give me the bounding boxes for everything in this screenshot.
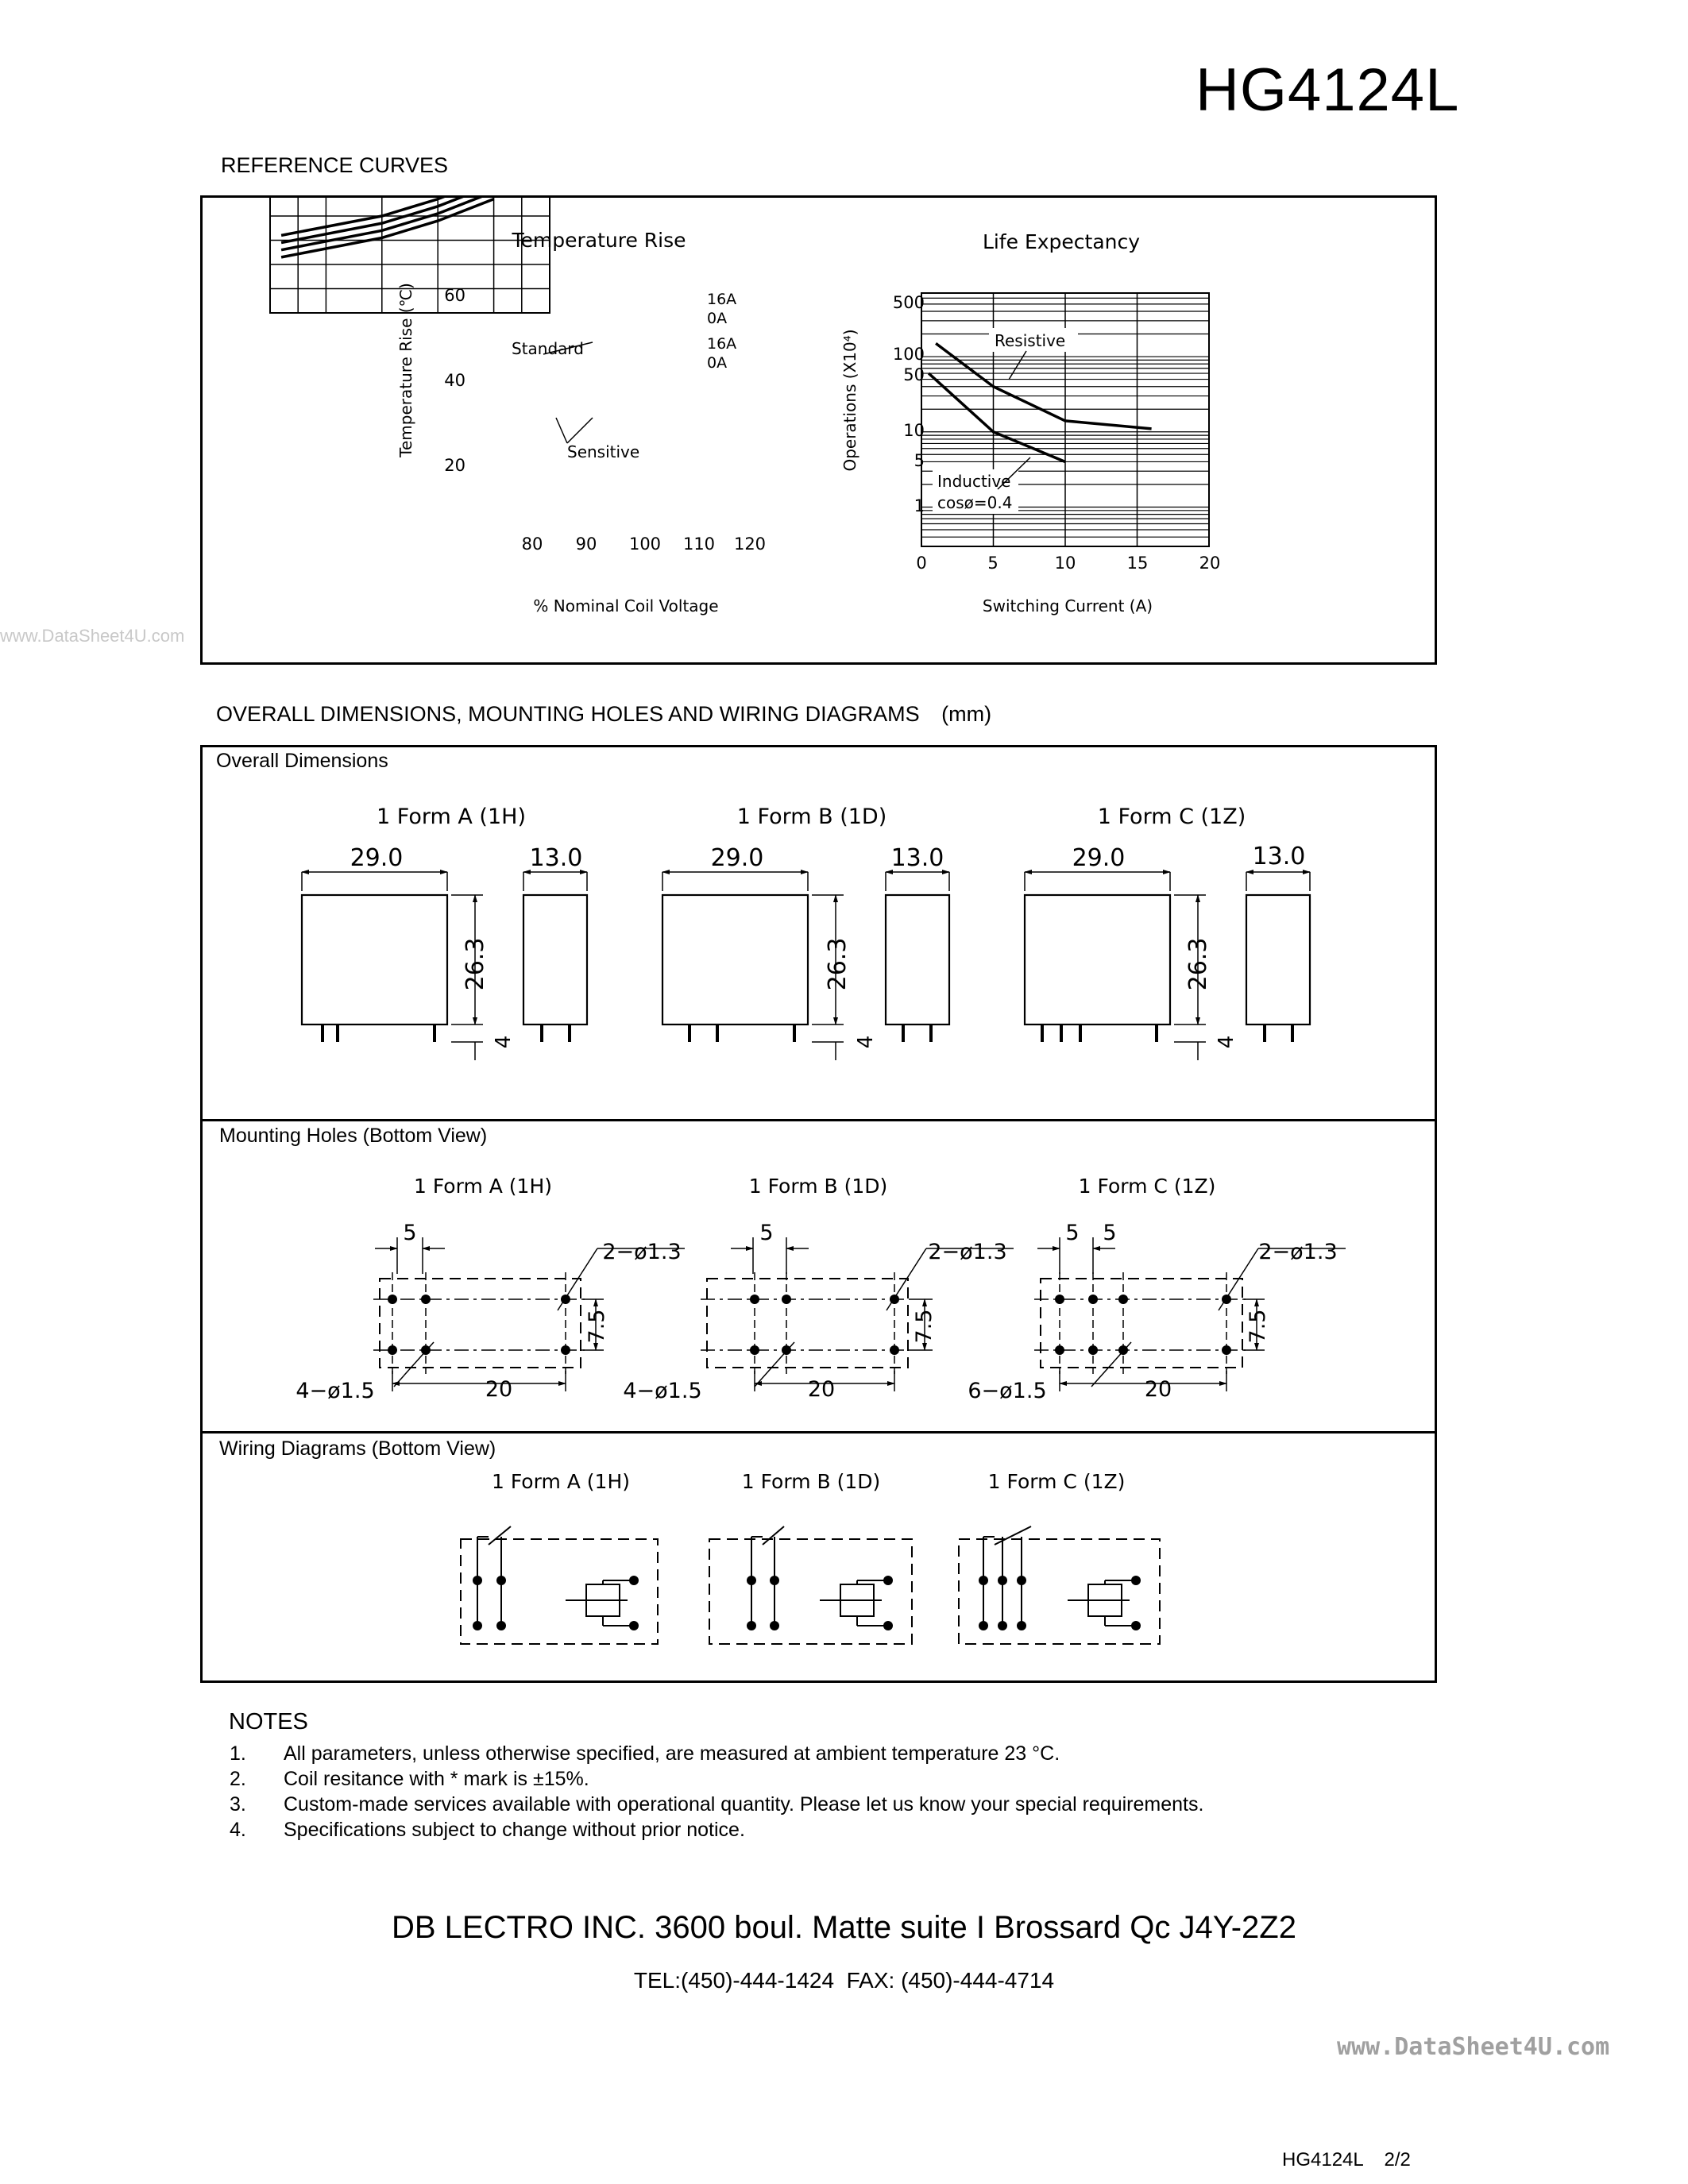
company-contact: TEL:(450)-444-1424 FAX: (450)-444-4714 xyxy=(633,1968,1055,1993)
overall-form-a-title: 1 Form A (1H) xyxy=(377,805,526,829)
wiring-outline-c xyxy=(959,1539,1160,1644)
relay-front-c xyxy=(1025,895,1170,1024)
dim-c-height: 26.3 xyxy=(1184,937,1212,991)
dim-b-length: 29.0 xyxy=(710,844,764,872)
relay-side-pin-c xyxy=(1291,1024,1294,1042)
life-y-tick-100: 100 xyxy=(892,345,925,364)
mount-b-pitch: 5 xyxy=(759,1221,774,1245)
temp-y-tick-20: 20 xyxy=(444,456,465,475)
relay-side-c xyxy=(1246,895,1310,1024)
dimensions-title-text: OVERALL DIMENSIONS, MOUNTING HOLES AND WIRING DIAGRAMS xyxy=(216,702,920,726)
wiring-outline-b xyxy=(709,1539,912,1644)
life-y-tick-50: 50 xyxy=(903,365,925,384)
life-chart-title: Life Expectancy xyxy=(982,230,1141,253)
mount-outline-c xyxy=(1041,1279,1242,1368)
overall-form-c-title: 1 Form C (1Z) xyxy=(1097,805,1246,829)
temp-y-axis-label: Temperature Rise (℃) xyxy=(396,283,415,457)
note-1-num: 1. xyxy=(230,1742,246,1765)
relay-side-b xyxy=(886,895,949,1024)
relay-front-b xyxy=(662,895,808,1024)
mount-a-pitch: 5 xyxy=(403,1221,417,1245)
dim-a-height: 26.3 xyxy=(462,937,489,991)
mount-c-coil-holes: 2−ø1.3 xyxy=(1258,1240,1338,1264)
part-number-title: HG4124L xyxy=(1196,56,1460,124)
mounting-holes-label: Mounting Holes (Bottom View) xyxy=(219,1125,488,1147)
wiring-switch-blade-c xyxy=(995,1526,1031,1545)
life-annotation-inductive: Inductive xyxy=(937,472,1011,491)
note-4-text: Specifications subject to change without prior notice. xyxy=(284,1819,745,1841)
temp-y-tick-40: 40 xyxy=(444,371,465,390)
wiring-form-c-title: 1 Form C (1Z) xyxy=(987,1470,1126,1493)
note-2-text: Coil resitance with * mark is ±15%. xyxy=(284,1768,589,1790)
life-y-tick-500: 500 xyxy=(892,293,925,312)
dim-a-pin: 4 xyxy=(492,1035,516,1049)
mount-b-row: 7.5 xyxy=(912,1309,937,1344)
life-x-tick-10: 10 xyxy=(1054,554,1076,573)
wiring-switch-blade-a xyxy=(489,1526,511,1545)
overall-form-c-drawing xyxy=(1098,805,1246,829)
overall-form-b-title: 1 Form B (1D) xyxy=(736,805,887,829)
relay-pin-c xyxy=(1041,1024,1044,1042)
mount-a-holes: 4−ø1.5 xyxy=(295,1379,375,1403)
dim-b-height: 26.3 xyxy=(824,937,852,991)
life-y-tick-10: 10 xyxy=(903,421,925,440)
relay-side-pin-a xyxy=(540,1024,543,1042)
reference-curves-heading: REFERENCE CURVES xyxy=(221,153,449,177)
temp-x-axis-label: % Nominal Coil Voltage xyxy=(533,596,719,615)
dimensions-unit: (mm) xyxy=(941,702,992,726)
life-x-tick-5: 5 xyxy=(987,554,999,573)
dim-c-pin: 4 xyxy=(1215,1035,1238,1049)
company-address: DB LECTRO INC. 3600 boul. Matte suite I Brossard Qc J4Y-2Z2 xyxy=(392,1910,1296,1945)
mount-c-holes: 6−ø1.5 xyxy=(968,1379,1047,1403)
temp-x-tick-110: 110 xyxy=(682,534,716,554)
temp-x-tick-80: 80 xyxy=(521,534,543,554)
dim-a-width: 13.0 xyxy=(529,844,583,872)
temp-annotation-standard: Standard xyxy=(512,339,584,358)
relay-side-a xyxy=(523,895,587,1024)
relay-pin-b xyxy=(793,1024,796,1042)
life-y-tick-1: 1 xyxy=(914,496,925,515)
temp-x-tick-90: 90 xyxy=(575,534,597,554)
temp-annotation-16a-std: 16A xyxy=(707,291,737,308)
mount-form-a-title: 1 Form A (1H) xyxy=(413,1175,553,1198)
life-y-tick-5: 5 xyxy=(914,451,925,470)
mount-form-b-title: 1 Form B (1D) xyxy=(748,1175,888,1198)
dim-a-length: 29.0 xyxy=(350,844,404,872)
relay-side-pin-a xyxy=(568,1024,571,1042)
wiring-form-b-title: 1 Form B (1D) xyxy=(741,1470,881,1493)
life-annotation-resistive: Resistive xyxy=(995,331,1066,350)
note-3-num: 3. xyxy=(230,1793,246,1815)
note-3-text: Custom-made services available with operational quantity. Please let us know your special requirements. xyxy=(284,1793,1204,1815)
mount-b-span: 20 xyxy=(807,1377,836,1402)
relay-side-pin-b xyxy=(902,1024,905,1042)
relay-pin-a xyxy=(336,1024,339,1042)
note-1-text: All parameters, unless otherwise specified, are measured at ambient temperature 23 °C. xyxy=(284,1742,1060,1765)
temp-y-tick-60: 60 xyxy=(444,286,465,305)
mount-a-row: 7.5 xyxy=(585,1309,609,1344)
mount-leader xyxy=(755,1342,794,1387)
overall-form-b-drawing xyxy=(737,805,887,829)
mount-a-coil-holes: 2−ø1.3 xyxy=(602,1240,682,1264)
overall-dimensions-label: Overall Dimensions xyxy=(216,750,388,772)
life-x-tick-0: 0 xyxy=(916,554,927,573)
dim-b-pin: 4 xyxy=(854,1035,878,1049)
temp-annotation-sensitive: Sensitive xyxy=(567,442,640,461)
dim-c-length: 29.0 xyxy=(1072,844,1126,872)
note-4-num: 4. xyxy=(230,1819,246,1841)
relay-pin-b xyxy=(716,1024,719,1042)
relay-side-pin-c xyxy=(1263,1024,1266,1042)
mount-form-c-title: 1 Form C (1Z) xyxy=(1078,1175,1216,1198)
notes-title: NOTES xyxy=(229,1709,308,1734)
mount-b-coil-holes: 2−ø1.3 xyxy=(928,1240,1007,1264)
relay-pin-a xyxy=(433,1024,436,1042)
watermark-left: www.DataSheet4U.com xyxy=(0,626,185,646)
wiring-form-a-title: 1 Form A (1H) xyxy=(491,1470,631,1493)
temp-annotation-16a-sen: 16A xyxy=(707,335,737,353)
relay-pin-b xyxy=(688,1024,691,1042)
relay-side-pin-b xyxy=(929,1024,933,1042)
overall-form-a-drawing xyxy=(377,805,526,829)
mount-b-holes: 4−ø1.5 xyxy=(623,1379,702,1403)
mount-c-pitch-2: 5 xyxy=(1103,1221,1117,1245)
temp-annotation-0a-sen: 0A xyxy=(707,354,728,372)
relay-pin-c xyxy=(1155,1024,1158,1042)
life-x-tick-20: 20 xyxy=(1199,554,1221,573)
mount-c-span: 20 xyxy=(1144,1377,1172,1402)
dim-c-width: 13.0 xyxy=(1252,843,1306,870)
note-2-num: 2. xyxy=(230,1768,246,1790)
mount-leader xyxy=(394,1342,434,1387)
life-x-tick-15: 15 xyxy=(1126,554,1149,573)
relay-front-a xyxy=(302,895,447,1024)
temp-x-tick-120: 120 xyxy=(733,534,767,554)
relay-pin-a xyxy=(321,1024,324,1042)
mount-outline-b xyxy=(707,1279,908,1368)
mount-outline-a xyxy=(380,1279,581,1368)
wiring-diagrams-label: Wiring Diagrams (Bottom View) xyxy=(219,1437,496,1460)
dim-b-width: 13.0 xyxy=(890,844,944,872)
life-annotation-cos: cosø=0.4 xyxy=(937,493,1013,512)
mount-c-row: 7.5 xyxy=(1246,1309,1270,1344)
relay-pin-c xyxy=(1079,1024,1082,1042)
watermark-right: www.DataSheet4U.com xyxy=(1337,2033,1610,2061)
page-footer: HG4124L 2/2 xyxy=(1282,2149,1411,2170)
mount-c-pitch: 5 xyxy=(1065,1221,1080,1245)
mount-a-span: 20 xyxy=(485,1377,513,1402)
temp-annotation-0a-std: 0A xyxy=(707,310,728,327)
temp-x-tick-100: 100 xyxy=(628,534,662,554)
wiring-switch-blade-b xyxy=(763,1526,784,1545)
life-x-axis-label: Switching Current (A) xyxy=(982,596,1153,615)
relay-pin-c xyxy=(1060,1024,1063,1042)
life-y-axis-label: Operations (X10⁴) xyxy=(840,329,859,472)
wiring-outline-a xyxy=(461,1539,658,1644)
temp-chart-title: Temperature Rise xyxy=(512,229,686,252)
